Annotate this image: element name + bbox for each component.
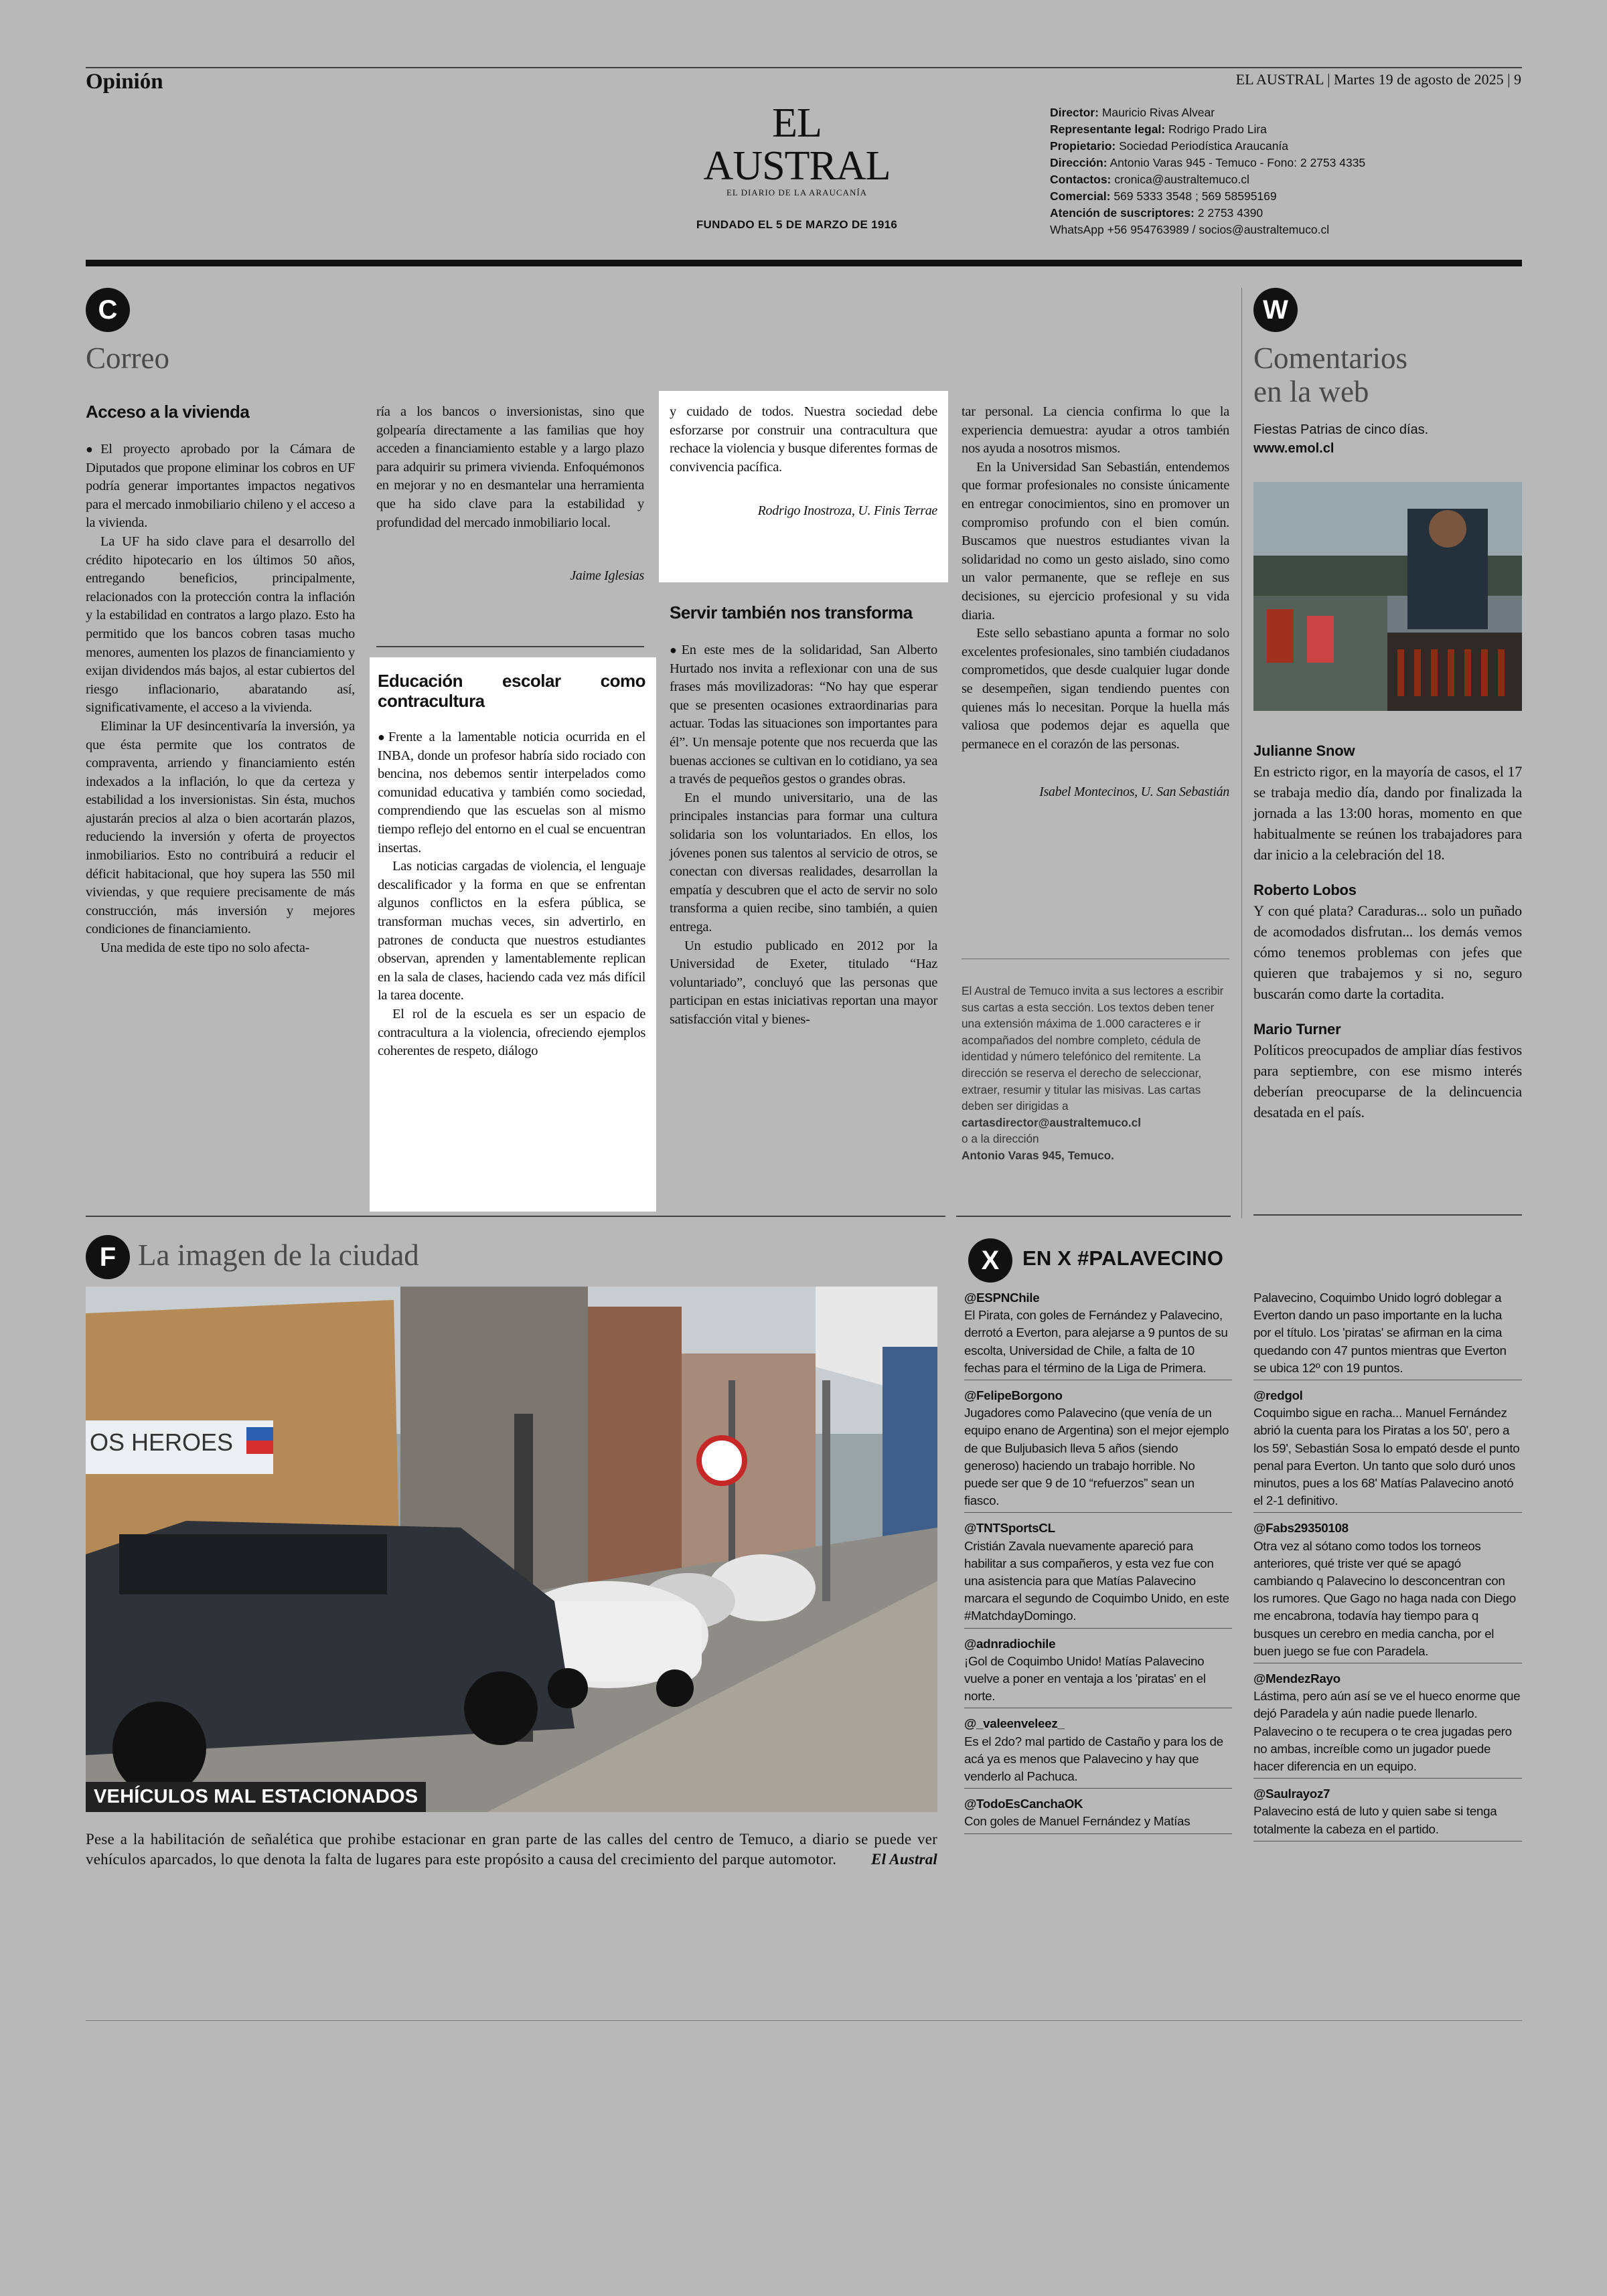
city-badge: F [86, 1235, 130, 1279]
tweet [964, 1387, 1232, 1513]
x-badge: X [968, 1238, 1012, 1283]
caption-text: Pese a la habilitación de señalética que prohibe estacionar en gran parte de las calles del centro de Temuco, a diario se puede ver vehículos aparcados, lo que denota la falta de lugares para este propósito a causa del crecimiento del parque automotor. [86, 1831, 937, 1868]
staff-value: cronica@australtemuco.cl [1114, 173, 1249, 186]
web-badge: W [1253, 288, 1298, 332]
tweet-text: ¡Gol de Coquimbo Unido! Matías Palavecino vuelve a poner en ventaja a los 'piratas' en el norte. [964, 1653, 1206, 1704]
staff-label: Propietario: [1050, 139, 1116, 153]
commenter-name: Roberto Lobos [1253, 882, 1357, 898]
tweet [1253, 1387, 1522, 1513]
letter2-signature: Rodrigo Inostroza, U. Finis Terrae [757, 503, 937, 519]
letter2-headline: Educación escolar como contracultura [378, 671, 645, 711]
web-bottom-rule [1253, 1214, 1522, 1216]
staff-label: Dirección: [1050, 156, 1107, 169]
correo-title: Correo [86, 341, 169, 375]
tweet [964, 1289, 1232, 1380]
staff-line [1050, 171, 1365, 188]
letter3-para2: En el mundo universitario, una de las principales instancias para formar una cultura solidaria son los voluntariados. En ellos, los jóvenes ponen sus talentos al servicio de otros, se conectan con diversas realidades, desarrollan la empatía y descubren que el acto de servir no solo transforma a quien recibe, sino también, a quien entrega. [670, 790, 937, 934]
web-comments-list [1253, 740, 1522, 1137]
tweet-handle[interactable]: @Fabs29350108 [1253, 1521, 1349, 1536]
staff-label: Contactos: [1050, 173, 1112, 186]
caption-credit: El Austral [871, 1851, 937, 1868]
letter1-para2: La UF ha sido clave para el desarrollo del crédito hipotecario en los últimos 50 años, entregando beneficios, principalmente, relacionados con la protección contra la inflación y la estabilidad en contratos a largo plazo. Esto ha permitido que los bancos cobren tasas mucho menores, aumenten los plazos de financiamiento y exijan dividendos más bajos, al estar cubiertos del riesgo inflacionario, abaratando así, significativamente, el acceso a la vivienda. [86, 534, 355, 716]
top-rule [86, 67, 1522, 68]
commenter-name: Julianne Snow [1253, 742, 1355, 759]
web-title [1253, 341, 1407, 408]
web-title-line2: en la web [1253, 375, 1369, 408]
masthead-logo [683, 102, 911, 232]
staff-value: Rodrigo Prado Lira [1168, 122, 1267, 136]
staff-box [1050, 104, 1365, 238]
staff-label: Representante legal: [1050, 122, 1166, 136]
tweet-handle[interactable]: @Saulrayoz7 [1253, 1787, 1330, 1801]
letter3-signature: Isabel Montecinos, U. San Sebastián [1039, 785, 1229, 800]
staff-label: Atención de suscriptores: [1050, 206, 1195, 220]
tweet [964, 1520, 1232, 1628]
header-thick-rule [86, 260, 1522, 266]
staff-line [1050, 205, 1365, 222]
web-comment: Mario Turner Políticos preocupados de ampliar días festivos para septiembre, con ese mismo interés deberían preocuparse de la delincuencia desatada en el país. [1253, 1021, 1522, 1121]
tweet-handle[interactable]: @TodoEsCanchaOK [964, 1797, 1083, 1811]
staff-value: Antonio Varas 945 - Temuco - Fono: 2 2753 4335 [1109, 156, 1366, 169]
letter2-para2: Las noticias cargadas de violencia, el lenguaje descalificador y la forma en que se enfrentan algunos conflictos en la esfera pública, se transforman muchas veces, sin advertirlo, en patrones de conducta que nuestros estudiantes observan, aprenden y lamentablemente replican en la sala de clases, haciendo cada vez más difícil la tarea docente. [378, 859, 645, 1003]
city-title: La imagen de la ciudad [138, 1238, 419, 1272]
staff-value: WhatsApp +56 954763989 / socios@australtemuco.cl [1050, 223, 1330, 236]
tweet-handle[interactable]: @TNTSportsCL [964, 1521, 1055, 1536]
staff-value: 569 5333 3548 ; 569 58595169 [1114, 189, 1277, 203]
web-title-line1: Comentarios [1253, 341, 1407, 375]
letter3-headline: Servir también nos transforma [670, 602, 913, 623]
notice-text: El Austral de Temuco invita a sus lectores a escribir sus cartas a esta sección. Los textos deben tener una extensión máxima de 1.000 caracteres e ir acompañados del nombre completo, cédula de identidad y número telefónico del remitente. La dirección se reserva el derecho de seleccionar, extraer, resumir y titular las misivas. Las cartas deben ser dirigidas a [962, 984, 1224, 1113]
web-site-link[interactable]: www.emol.cl [1253, 441, 1334, 456]
tweet-text: Con goles de Manuel Fernández y Matías [964, 1814, 1191, 1829]
bullet-icon: ● [86, 442, 101, 456]
letter3-col3 [670, 602, 937, 1029]
bullet-icon: ● [378, 730, 388, 744]
col2-rule [376, 646, 644, 647]
web-comment: Roberto Lobos Y con qué plata? Caraduras... solo un puñado de acomodados disfrutan... los demás vemos cómo tenemos problemas con jefes que quieren que trabajemos y si no, seguro buscarán como darte la cortadita. [1253, 882, 1522, 1002]
tweet-text: Jugadores como Palavecino (que venía de un equipo enano de Argentina) son el mejor ejemplo de que Buljubasich lleva 5 años (siendo generoso) haciendo un trabajo horrible. No puede ser que 9 de 10 “refuerzos” sean un fiasco. [964, 1406, 1229, 1508]
letter1-col1 [86, 402, 355, 958]
tweet-text: Otra vez al sótano como todos los torneos anteriores, qué triste ver qué se apagó cambiando q Palavecino lo desconcentran con los rumores. Que Gago no haga nada con Diego me encabrona, todavía hay tiempo para q busques un cerebro en media cancha, por el buen juego se fue con Paradela. [1253, 1538, 1516, 1658]
logo-name: EL AUSTRAL [703, 100, 891, 189]
lower-rule-left [86, 1216, 945, 1217]
tweet-text: Coquimbo sigue en racha... Manuel Fernández abrió la cuenta para los Piratas a los 50', pero a los 59', Sebastián Sosa lo empató desde el punto penal para Everton. Un tanto que solo duró unos minutos, pues a los 68' Matías Palavecino anotó el 2-1 definitivo. [1253, 1406, 1520, 1508]
correo-badge: C [86, 288, 130, 332]
tweet [964, 1635, 1232, 1709]
tweet-handle[interactable]: @redgol [1253, 1388, 1303, 1403]
shop-sign-text: OS HEROES [90, 1428, 234, 1456]
letter1-signature: Jaime Iglesias [570, 568, 644, 584]
letter1-para3: Eliminar la UF desincentivaría la inversión, ya que ésta permite que los contratos de compraventa, arriendo y financiamiento estén indexados a la inflación, lo que da certeza y estabilidad a los inversionistas. Sin ésta, muchos ajustarán precios al alza o bien acortarán plazos, reduciendo la inversión y oferta de proyectos inmobiliarios. Esto no contribuirá a reducir el déficit habitacional, que hoy supera las 550 mil viviendas, y que requiere precisamente de más construcción, más inversión y mejores condiciones de financiamiento. [86, 718, 355, 937]
founded-line: FUNDADO EL 5 DE MARZO DE 1916 [696, 218, 898, 231]
notice-email[interactable]: cartasdirector@australtemuco.cl [962, 1115, 1141, 1129]
staff-value: Sociedad Periodística Araucanía [1119, 139, 1289, 153]
letter2-continuation: y cuidado de todos. Nuestra sociedad debe esforzarse por construir una contracultura que rechace la violencia y busque diferentes formas de convivencia pacífica. [670, 404, 937, 475]
letter1-headline: Acceso a la vivienda [86, 402, 250, 422]
letter2-para1: ●Frente a la lamentable noticia ocurrida en el INBA, donde un profesor habría sido rociado con bencina, nos debemos sentir interpelados como comunidad educativa y también como sociedad, comprendiendo que las escuelas son al mismo tiempo reflejo del entorno en el cual se encuentran insertas. [378, 730, 645, 855]
web-story-title: Fiestas Patrias de cinco días. [1253, 422, 1429, 437]
web-photo [1253, 482, 1522, 711]
x-col2 [1253, 1289, 1522, 1848]
tweet [1253, 1670, 1522, 1779]
staff-value: Mauricio Rivas Alvear [1101, 106, 1215, 119]
tweet-handle[interactable]: @ESPNChile [964, 1291, 1040, 1305]
tweet [964, 1795, 1232, 1833]
tweet-handle[interactable]: @FelipeBorgono [964, 1388, 1063, 1403]
letter1-para4: Una medida de este tipo no solo afecta- [100, 940, 310, 956]
tweet-handle[interactable]: @adnradiochile [964, 1636, 1056, 1651]
tweet-text: Lástima, pero aún así se ve el hueco enorme que dejó Paradela y aún nadie puede llenarlo. Palavecino o te recupera o te crea jugadas pero no ambas, increíble como un jugador puede hacer diferencia en un equipo. [1253, 1689, 1521, 1774]
web-story [1253, 420, 1428, 458]
tweet-text: Es el 2do? mal partido de Castaño y para los de acá ya es menos que Palavecino y hay que venderlo al Pachuca. [964, 1734, 1223, 1784]
bottom-rule [86, 2020, 1522, 2021]
letter2-col3 [670, 403, 937, 521]
letter2-para3: El rol de la escuela es ser un espacio de contracultura a la violencia, ofreciendo ejemplos coherentes de respeto, diálogo [378, 1006, 645, 1059]
web-comment: Julianne Snow En estricto rigor, en la mayoría de casos, el 17 se trabaja medio día, dando por finalizada la jornada a las 13:00 horas, momento en que habitualmente se reúnen los trabajadores para dar inicio a la celebración del 18. [1253, 742, 1522, 863]
tweet-handle[interactable]: @MendezRayo [1253, 1671, 1341, 1686]
tweet [1253, 1520, 1522, 1663]
letter3-cont1: tar personal. La ciencia confirma lo que la experiencia demuestra: ayudar a otros también nos ayuda a nosotros mismos. [962, 404, 1229, 457]
paper-date: EL AUSTRAL | Martes 19 de agosto de 2025 | 9 [1235, 71, 1521, 88]
letter3-cont2: En la Universidad San Sebastián, entendemos que formar profesionales no consiste únicamente en entregar conocimientos, sino en promover un compromiso profundo con el bien común. Buscamos que nuestros estudiantes vivan la solidaridad no como un gesto aislado, sino como un valor permanente, que se refleje en sus decisiones, su ejercicio profesional y su vida diaria. [962, 459, 1229, 623]
staff-line [1050, 121, 1365, 138]
staff-label: Comercial: [1050, 189, 1111, 203]
tweet-handle[interactable]: @_valeenveleez_ [964, 1716, 1065, 1731]
lower-rule-right [956, 1216, 1231, 1217]
web-divider [1241, 288, 1242, 1218]
notice-or: o a la dirección [962, 1132, 1039, 1146]
staff-label: Director: [1050, 106, 1099, 119]
staff-line [1050, 188, 1365, 205]
letter3-cont3: Este sello sebastiano apunta a formar no solo excelentes profesionales, sino también ciudadanos comprometidos, que desde cualquier lugar donde se desempeñen, sigan tendiendo puentes con quienes más lo necesitan. Porque la huella más valiosa que podemos dejar es aquella que permanece en el corazón de las personas. [962, 626, 1229, 752]
letter3-para3: Un estudio publicado en 2012 por la Universidad de Exeter, titulado “Haz voluntariado”, concluyó que las personas que participan en estas iniciativas reportan una mayor satisfacción vital y bienes- [670, 938, 937, 1027]
section-label: Opinión [86, 70, 163, 94]
x-lead: Palavecino, Coquimbo Unido logró doblegar a Everton dando un paso importante en la lucha por el título. Los 'piratas' se afirman en la cima quedando con 47 puntos mientras que Everton se ubica 12º con 19 puntos. [1253, 1289, 1522, 1380]
staff-line [1050, 104, 1365, 121]
x-title: EN X #PALAVECINO [1022, 1246, 1224, 1270]
letter3-para1: ●En este mes de la solidaridad, San Alberto Hurtado nos invita a reflexionar con una de sus frases más movilizadoras: “No hay que esperar que se presenten ocasiones extraordinarias para actuar. Todas las situaciones son importantes para él”. Un mensaje potente que nos recuerda que las buenas acciones se cultivan en lo cotidiano, ya sea a través de pequeños gestos o grandes obras. [670, 643, 937, 787]
letters-notice [962, 983, 1229, 1164]
city-caption [86, 1829, 937, 1870]
staff-line [1050, 138, 1365, 155]
x-col1 [964, 1289, 1232, 1841]
tweet [964, 1715, 1232, 1789]
city-photo [86, 1287, 937, 1812]
photo-label: VEHÍCULOS MAL ESTACIONADOS [86, 1782, 426, 1812]
staff-line [1050, 155, 1365, 171]
notice-address: Antonio Varas 945, Temuco. [962, 1148, 1114, 1162]
tweet-text: El Pirata, con goles de Fernández y Palavecino, derrotó a Everton, para alejarse a 9 puntos de su escolta, Universidad de Chile, a falta de 10 fechas para el término de la Liga de Primera. [964, 1308, 1228, 1375]
commenter-name: Mario Turner [1253, 1021, 1341, 1038]
tweet-text: Cristián Zavala nuevamente apareció para habilitar a sus compañeros, y esta vez fue con una asistencia para que Matías Palavecino marcara el segundo de Coquimbo Unido, en este #MatchdayDomingo. [964, 1538, 1229, 1623]
letter2-col2 [378, 671, 645, 1061]
letter1-continuation: ría a los bancos o inversionistas, sino que golpearía directamente a las familias que hoy acceden a financiamiento estable y a largo plazo para adquirir su primera vivienda. Enfoquémonos en mejorar y no en desmantelar una herramienta que ha sido clave para la estabilidad y profundidad del mercado inmobiliario local. [376, 404, 644, 530]
logo-tagline: EL DIARIO DE LA ARAUCANÍA [726, 187, 868, 197]
staff-line [1050, 222, 1365, 238]
bullet-icon: ● [670, 643, 682, 657]
letter3-col4 [962, 403, 1229, 802]
tweet [1253, 1785, 1522, 1841]
letter1-para1: ●El proyecto aprobado por la Cámara de Diputados que propone eliminar los cobros en UF podría generar importantes impactos negativos para el mercado inmobiliario chileno y el acceso a la vivienda. [86, 442, 356, 531]
letter1-col2 [376, 403, 644, 586]
staff-value: 2 2753 4390 [1197, 206, 1264, 220]
tweet-text: Palavecino está de luto y quien sabe si tenga totalmente la cabeza en el partido. [1253, 1804, 1497, 1836]
